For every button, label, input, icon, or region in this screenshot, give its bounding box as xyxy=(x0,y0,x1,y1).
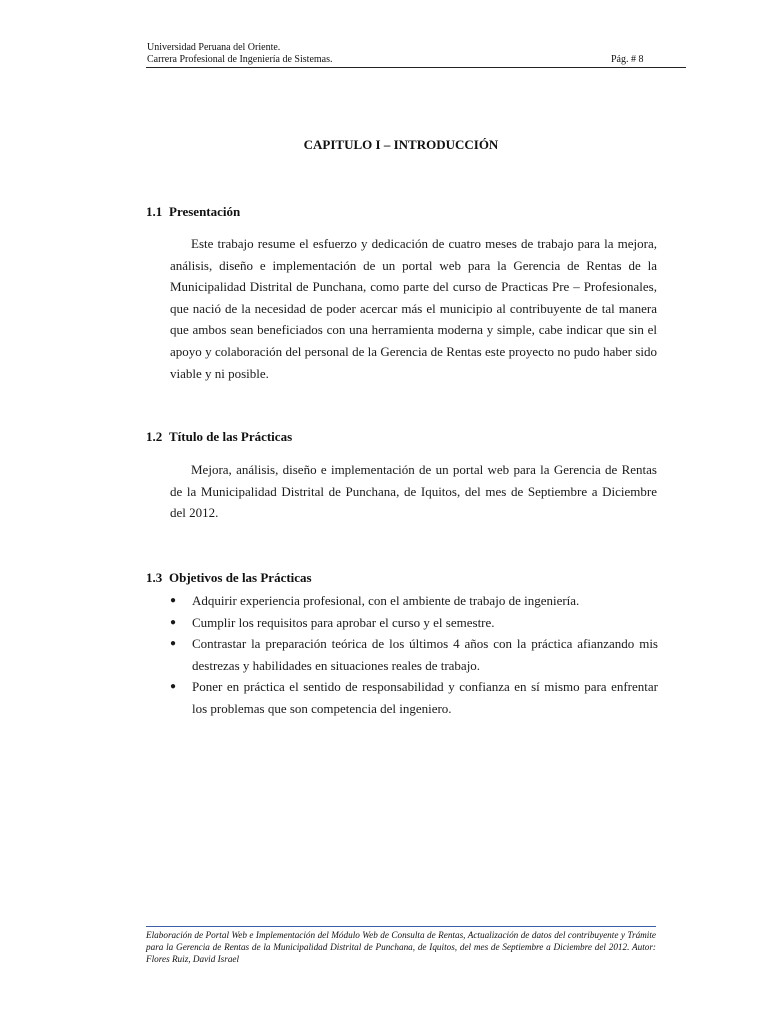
list-item-text: Poner en práctica el sentido de responsabilidad y confianza en sí mismo para enfrentar los problemas que son competencia del ingeniero. xyxy=(192,679,658,716)
section-title: Objetivos de las Prácticas xyxy=(169,570,312,585)
section-number: 1.3 xyxy=(146,570,163,585)
list-item xyxy=(168,633,658,676)
list-item-text: Cumplir los requisitos para aprobar el curso y el semestre. xyxy=(192,614,495,630)
section-heading-titulo xyxy=(146,429,292,445)
list-item-text: Contrastar la preparación teórica de los últimos 4 años con la práctica afianzando mis destrezas y habilidades en situaciones reales de trabajo. xyxy=(192,636,658,673)
header-institution: Universidad Peruana del Oriente. xyxy=(147,42,281,53)
section-heading-objetivos xyxy=(146,570,312,586)
list-item xyxy=(168,612,658,634)
footer-rule xyxy=(146,926,656,927)
list-item-text: Adquirir experiencia profesional, con el ambiente de trabajo de ingeniería. xyxy=(192,593,580,608)
objectives-list xyxy=(168,590,658,720)
header-page-number: Pág. # 8 xyxy=(611,54,644,65)
section-paragraph-titulo: Mejora, análisis, diseño e implementación de un portal web para la Gerencia de Rentas de la Municipalidad Distrital de Punchana, de Iquitos, del mes de Septiembre a Diciembre del 2012. xyxy=(170,462,657,521)
section-number: 1.2 xyxy=(146,429,163,444)
bullet-icon: ● xyxy=(170,595,177,606)
chapter-title: CAPITULO I – INTRODUCCIÓN xyxy=(303,137,499,152)
list-item xyxy=(168,676,658,719)
section-title: Título de las Prácticas xyxy=(169,429,293,444)
list-item xyxy=(168,590,658,612)
header-rule xyxy=(146,67,686,68)
footer-text: Elaboración de Portal Web e Implementación del Módulo Web de Consulta de Rentas, Actualización de datos del contribuyente y Trámite para la Gerencia de Rentas de la Municipalidad Distrital de Punchana, de Iquitos, del mes de Septiembre a Diciembre del 2012. Autor: Flores Ruiz, David Israel xyxy=(146,930,656,964)
section-title: Presentación xyxy=(169,204,241,219)
section-paragraph-presentacion: Este trabajo resume el esfuerzo y dedicación de cuatro meses de trabajo para la mejora, análisis, diseño e implementación de un portal web para la Gerencia de Rentas de la Municipalidad Distrital de Punchana, como parte del curso de Practicas Pre – Profesionales, que nació de la necesidad de poder acercar más el municipio al contribuyente de tal manera que ambos sean beneficiados con una herramienta moderna y simple, cabe indicar que sin el apoyo y colaboración del personal de la Gerencia de Rentas este proyecto no pudo haber sido viable y ni posible. xyxy=(170,236,657,381)
bullet-icon: ● xyxy=(170,638,177,650)
bullet-icon: ● xyxy=(170,616,177,628)
section-heading-presentacion xyxy=(146,204,240,220)
header-program: Carrera Profesional de Ingeniería de Sistemas. xyxy=(147,54,333,65)
section-number: 1.1 xyxy=(146,204,163,219)
bullet-icon: ● xyxy=(170,681,177,693)
